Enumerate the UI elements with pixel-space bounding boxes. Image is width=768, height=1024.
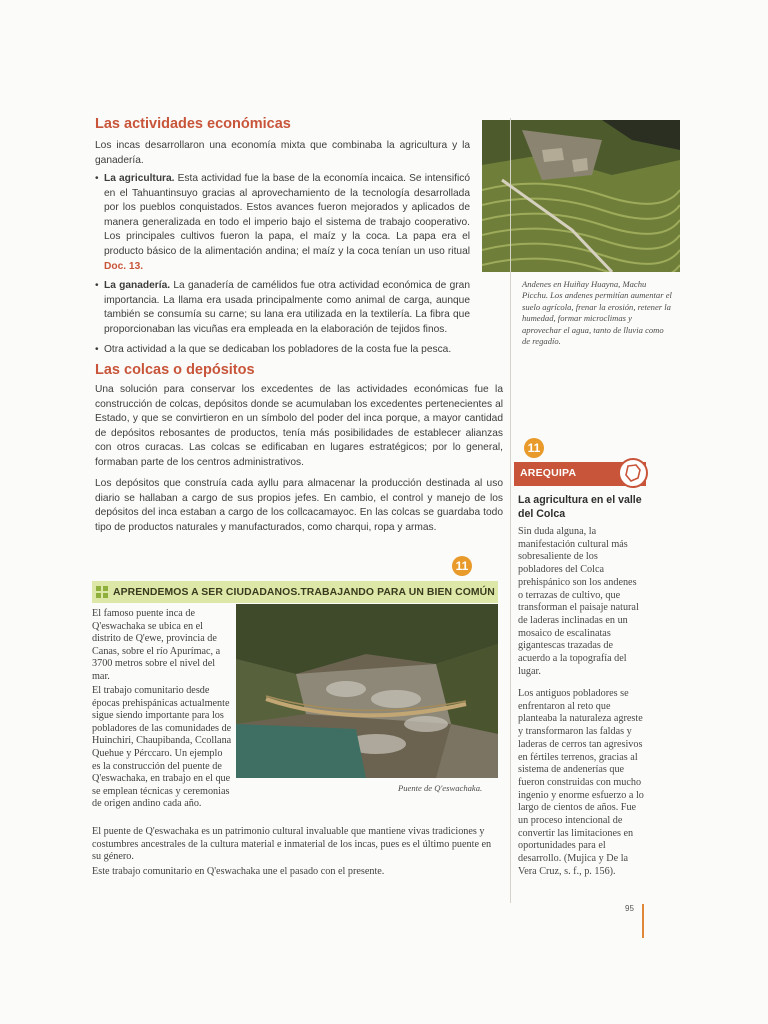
text-livestock: La ganadería de camélidos fue otra actividad económica de gran importancia. La llama era usada principalmente como animal de carga, aunque también se consumía su carne; su lana era utilizada en la textilería. La fibra que proporcionaban las vicuñas era empleada en la elaboración de tejidos finos. bbox=[104, 280, 470, 335]
section-title-economic-activities: Las actividades económicas bbox=[95, 116, 291, 132]
photo-bridge-caption: Puente de Q'eswachaka. bbox=[398, 783, 483, 793]
page-number: 95 bbox=[625, 904, 634, 913]
photo-terraces-caption: Andenes en Huiñay Huayna, Machu Picchu. Los andenes permitían aumentar el suelo agrícola, frenar la erosión, retener la humedad, formar microclimas y aprovechar el agua, tanto de lluvia como de regadío. bbox=[522, 279, 672, 347]
intro-paragraph: Los incas desarrollaron una economía mixta que combinaba la agricultura y la ganadería. bbox=[95, 140, 470, 166]
term-agriculture: La agricultura. bbox=[104, 173, 175, 184]
citizenship-banner bbox=[92, 581, 498, 603]
bridge-paragraph-3: El puente de Q'eswachaka es un patrimonio cultural invaluable que mantiene vivas tradiciones y costumbres ancestrales de la cultura material e inmaterial de los incas, pues es el último puente en su género. bbox=[92, 826, 492, 863]
bridge-paragraph-1: El famoso puente inca de Q'eswachaka se ubica en el distrito de Q'ewe, provincia de Canas, sobre el río Apurímac, a 3700 metros sobre el nivel del mar. bbox=[92, 608, 221, 682]
text-fishing: Otra actividad a la que se dedicaban los pobladores de la costa fue la pesca. bbox=[104, 344, 452, 355]
photo-terraces bbox=[482, 120, 680, 272]
number-badge: 11 bbox=[452, 556, 472, 576]
bridge-paragraph-4: Este trabajo comunitario en Q'eswachaka une el pasado con el presente. bbox=[92, 866, 385, 877]
text-agriculture: Esta actividad fue la base de la economía incaica. Se intensificó en el Tahuantinsuyo gracias al aprovechamiento de la tecnología desarrollada por los pueblos conquistados. Estos avances fueron mejorados y aplicados de manera generalizada en todo el imperio bajo el sistema de trabajo cooperativo. Los principales cultivos fueron la papa, el maíz y la coca. La papa era el producto básico de la alimentación andina; el maíz y la coca tenían un uso ritual bbox=[104, 173, 470, 257]
photo-bridge bbox=[236, 604, 498, 778]
bullet-agriculture: • La agricultura. Esta actividad fue la base de la economía incaica. Se intensificó en el Tahuantinsuyo gracias al aprovechamiento de la tecnología desarrollada por los pueblos conquistados. Estos avances fueron mejorados y aplicados de manera generalizada en todo el imperio bajo el sistema de trabajo cooperativo. Los principales cultivos fueron la papa, el maíz y la coca. La papa era el producto básico de la alimentación andina; el maíz y la coca tenían un uso ritual Doc. 13. bbox=[95, 173, 470, 272]
sidebar-title: La agricultura en el valle del Colca bbox=[518, 494, 642, 520]
bullet-livestock: • La ganadería. La ganadería de camélidos fue otra actividad económica de gran importancia. La llama era usada principalmente como animal de carga, aunque también se consumía su carne; su lana era utilizada en la textilería. La fibra que proporcionaban las vicuñas era empleada en la elaboración de tejidos finos. bbox=[95, 280, 470, 335]
citizenship-title: APRENDEMOS A SER CIUDADANOS.TRABAJANDO PARA UN BIEN COMÚN bbox=[113, 586, 495, 598]
section-title-colcas: Las colcas o depósitos bbox=[95, 362, 255, 378]
column-divider bbox=[510, 118, 511, 903]
terraces-image bbox=[482, 120, 680, 272]
page-edge-bar bbox=[642, 904, 644, 938]
sidebar-region-band bbox=[514, 462, 646, 486]
bullet-fishing: • Otra actividad a la que se dedicaban los pobladores de la costa fue la pesca. bbox=[95, 344, 452, 355]
colcas-paragraph-1: Una solución para conservar los excedentes de las actividades económicas fue la construcción de colcas, depósitos donde se acumulaban los excedentes pertenecientes al Estado, y que se convirtieron en un símbolo del poder del inca porque, a mayor cantidad de depósitos rebosantes de productos, tenía más posibilidades de establecer alianzas con otros curacas. Las colcas se edificaban en lugares estratégicos; por lo general, formaban parte de los centros administrativos. bbox=[95, 384, 503, 468]
bridge-image bbox=[236, 604, 498, 778]
plus-grid-icon bbox=[96, 586, 108, 598]
sidebar-number-badge: 11 bbox=[524, 438, 544, 458]
map-icon bbox=[618, 458, 648, 488]
colcas-paragraph-2: Los depósitos que construía cada ayllu para almacenar la producción destinada al uso diario se hallaban a cargo de sus propios jefes. En cambio, el control y manejo de los depósitos del inca estaban a cargo de los collcacamayoc. En las colcas se guardaba todo tipo de productos naturales y manufacturados, como charqui, ropa y armas. bbox=[95, 478, 503, 533]
sidebar-paragraph-2: Los antiguos pobladores se enfrentaron al reto que planteaba la naturaleza agreste y transformaron las faldas y laderas de cerros tan agresivos en fértiles terrenos, gracias al sistema de andenerías que fueron construidas con mucho ingenio y enorme esfuerzo a lo largo de cientos de años. Fue un proceso intencional de convertir las limitaciones en oportunidades para el desarrollo. (Mujica y De la Vera Cruz, s. f., p. 156). bbox=[518, 688, 644, 877]
term-livestock: La ganadería. bbox=[104, 280, 171, 291]
doc-reference[interactable]: Doc. 13. bbox=[104, 260, 144, 272]
bridge-paragraph-2: El trabajo comunitario desde épocas prehispánicas actualmente sigue siendo importante para los pobladores de las comunidades de Huinchiri, Chaupibanda, Ccollana Quehue y Pérccaro. Un ejemplo es la construcción del puente de Q'eswachaka, en trabajo en el que se emplean técnicas y ceremonias de origen andino cada año. bbox=[92, 685, 232, 810]
region-label: AREQUIPA bbox=[520, 467, 577, 479]
sidebar-paragraph-1: Sin duda alguna, la manifestación cultural más sobresaliente de los pobladores del Colca prehispánico son los andenes o terrazas de cultivo, que transforman el paisaje natural de laderas inclinadas en un mosaico de escalinatas gigantescas trazadas de acuerdo a la topografía del lugar. bbox=[518, 526, 639, 677]
